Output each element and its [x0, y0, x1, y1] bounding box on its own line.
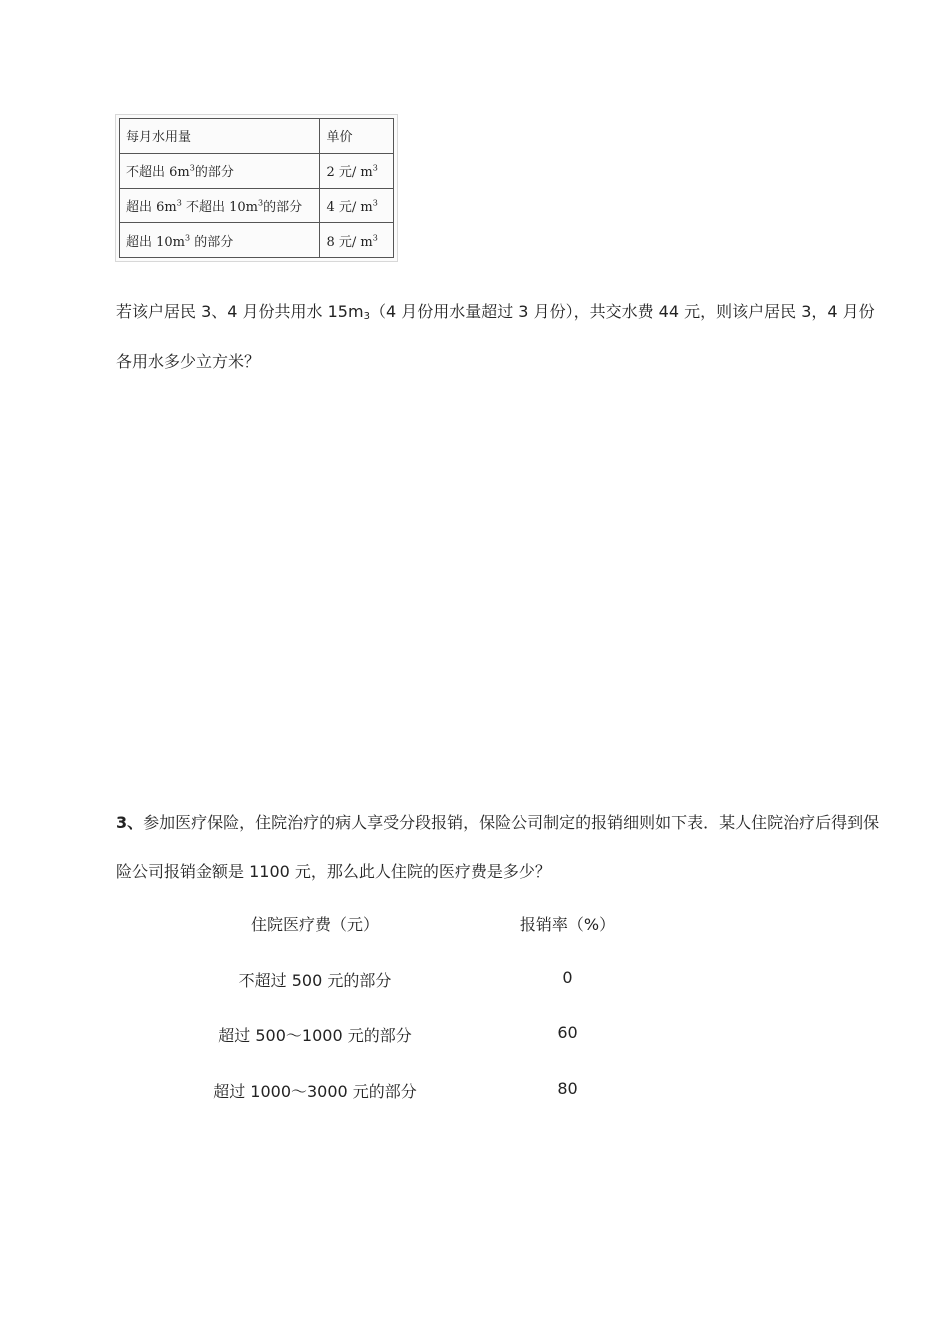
rate-cell: 60	[557, 1023, 578, 1042]
header-monthly-usage: 每月水用量	[120, 119, 320, 154]
usage-range-cell: 超出 $6m^3$ 不超出 $10m^3$的部分	[120, 188, 320, 223]
question3-line1: 3、参加医疗保险，住院治疗的病人享受分段报销，保险公司制定的报销细则如下表．某人住院治疗后得到保	[116, 813, 880, 832]
rate-cell: 80	[557, 1079, 578, 1098]
water-price-grid	[119, 118, 394, 258]
question2-line2: 各用水多少立方米？	[116, 352, 261, 371]
water-price-table	[115, 114, 398, 262]
fee-range-cell: 超过 1000～3000 元的部分	[213, 1082, 417, 1101]
table-row	[120, 188, 394, 223]
rate-cell: 0	[562, 968, 573, 987]
usage-range-cell: 超出 $10m^3$ 的部分	[120, 223, 320, 258]
question2-line1: 若该户居民 3、4 月份共用水 $15m_3(4$ 月份用水量超过 3 月份），共交水费 44 元，则该户居民 3，4 月份	[116, 302, 875, 322]
fee-range-cell: 不超过 500 元的部分	[238, 971, 392, 990]
price-cell: 2 元∕ $m^3$	[320, 153, 394, 188]
fee-range-cell: 超过 500～1000 元的部分	[218, 1026, 412, 1045]
question3-line2: 险公司报销金额是 1100 元，那么此人住院的医疗费是多少？	[116, 862, 551, 881]
table-row	[120, 223, 394, 258]
price-cell: 4 元∕ $m^3$	[320, 188, 394, 223]
header-unit-price: 单价	[320, 119, 394, 154]
price-cell: 8 元∕ $m^3$	[320, 223, 394, 258]
header-medical-fee: 住院医疗费（元）	[250, 915, 379, 934]
header-reimbursement-rate: 报销率（%）	[519, 915, 616, 934]
usage-range-cell: 不超出 $6m^3$的部分	[120, 153, 320, 188]
question-number: 3、	[116, 813, 144, 832]
table-row	[120, 119, 394, 154]
table-row	[120, 153, 394, 188]
